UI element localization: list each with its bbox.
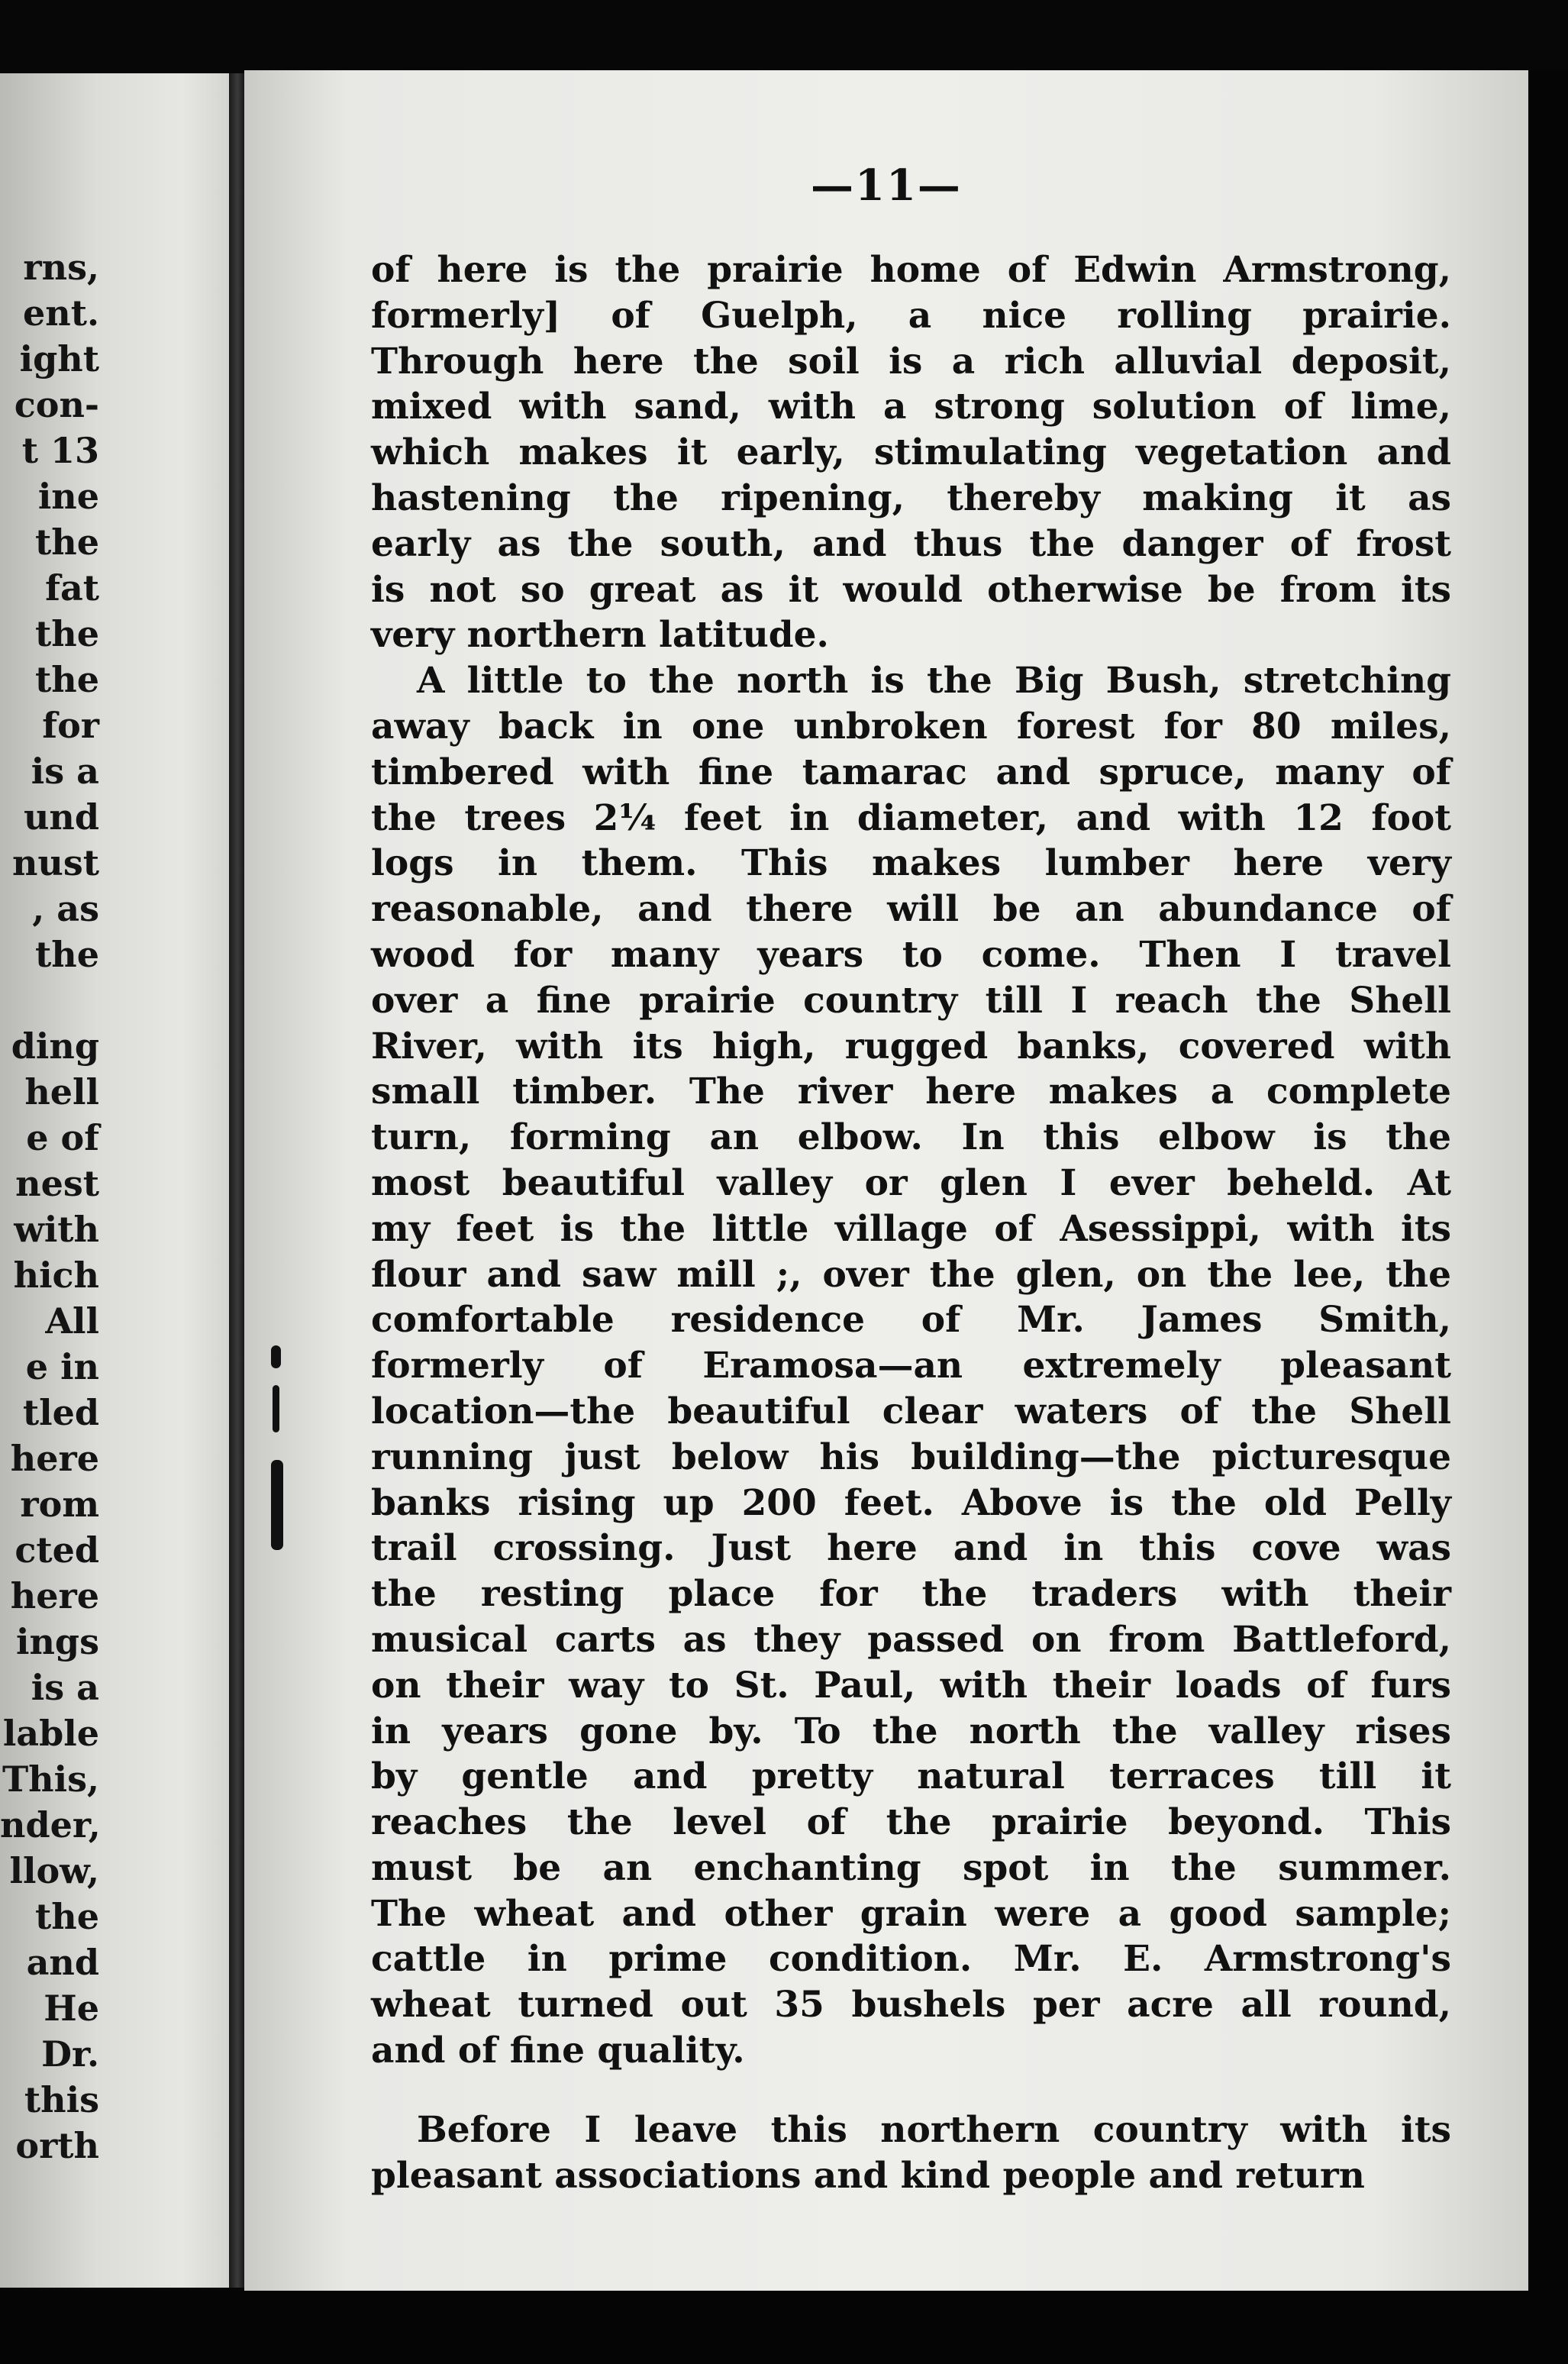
left-page-line: Dr.	[41, 2033, 99, 2075]
body-text-line: turn, forming an elbow. In this elbow is the	[371, 1116, 1451, 1159]
left-page-line: e of	[26, 1117, 99, 1158]
left-page-line: this	[24, 2079, 99, 2120]
left-page-line: rns,	[23, 247, 99, 288]
body-text-line: musical carts as they passed on from Battleford,	[371, 1618, 1451, 1661]
body-text-line: and of fine quality.	[371, 2030, 745, 2072]
body-text-line: banks rising up 200 feet. Above is the old Pelly	[371, 1481, 1451, 1524]
left-page-line: hich	[13, 1255, 99, 1296]
body-text-line: timbered with fine tamarac and spruce, many of	[371, 751, 1451, 793]
left-page-line: fat	[45, 567, 99, 609]
left-page-fragment	[0, 73, 243, 2288]
body-text-line: Before I leave this northern country with its	[417, 2108, 1451, 2151]
body-text-line: in years gone by. To the north the valley rises	[371, 1710, 1451, 1752]
left-page-line: , as	[32, 888, 99, 929]
left-page-line: ine	[37, 476, 99, 517]
left-page-line: tled	[22, 1392, 99, 1433]
left-page-line: ight	[19, 338, 99, 379]
left-page-line: the	[35, 613, 99, 654]
left-page-line: orth	[15, 2125, 99, 2166]
body-text-line: is not so great as it would otherwise be from its	[371, 568, 1451, 611]
body-text-line: reasonable, and there will be an abundance of	[371, 888, 1451, 931]
body-text-line: River, with its high, rugged banks, covered with	[371, 1025, 1451, 1067]
body-text-line: most beautiful valley or glen I ever beheld. At	[371, 1161, 1451, 1204]
left-page-line: ings	[16, 1621, 99, 1662]
right-edge-shadow	[1528, 70, 1568, 2292]
body-text-line: the trees 2¼ feet in diameter, and with 12 foot	[371, 796, 1451, 839]
left-page-line: nder,	[0, 1804, 101, 1846]
margin-ink-mark	[271, 1345, 283, 1574]
body-text-line: of here is the prairie home of Edwin Armstrong,	[371, 249, 1451, 291]
body-text-line: small timber. The river here makes a complete	[371, 1071, 1451, 1113]
left-page-line: here	[10, 1438, 99, 1479]
body-text-line: away back in one unbroken forest for 80 miles,	[371, 705, 1451, 748]
body-text-line: logs in them. This makes lumber here very	[371, 842, 1451, 885]
left-page-line: for	[42, 705, 99, 746]
left-page-line: the	[35, 522, 99, 563]
body-text-line: on their way to St. Paul, with their loads of furs	[371, 1664, 1451, 1707]
left-page-line: the	[35, 659, 99, 700]
book-gutter	[229, 73, 246, 2288]
left-page-line: und	[23, 796, 99, 838]
left-page-line: is a	[31, 751, 99, 792]
left-page-line: the	[35, 934, 99, 975]
page-number: —11—	[811, 160, 962, 211]
body-text-line: trail crossing. Just here and in this cove was	[371, 1527, 1451, 1570]
body-text-line: formerly] of Guelph, a nice rolling prairie.	[371, 294, 1451, 337]
left-page-line: the	[35, 1896, 99, 1937]
body-text-line: hastening the ripening, thereby making it as	[371, 476, 1451, 519]
left-page-line: is a	[31, 1667, 99, 1708]
body-text-line: wheat turned out 35 bushels per acre all round,	[371, 1984, 1451, 2027]
left-page-line: llow,	[9, 1850, 99, 1891]
left-page-line: lable	[2, 1713, 99, 1754]
body-text-line: must be an enchanting spot in the summer.	[371, 1846, 1451, 1889]
body-text-line: flour and saw mill ;, over the glen, on the lee, the	[371, 1253, 1451, 1296]
left-page-line: con-	[14, 384, 99, 425]
left-page-line: with	[14, 1209, 99, 1250]
body-text-line: comfortable residence of Mr. James Smith,	[371, 1299, 1451, 1342]
left-page-line: ding	[11, 1025, 99, 1067]
left-page-line: nust	[11, 842, 99, 883]
left-page-line: This,	[2, 1758, 99, 1800]
body-text-line: my feet is the little village of Asessippi, with its	[371, 1207, 1451, 1250]
body-text-line: location—the beautiful clear waters of the Shell	[371, 1390, 1451, 1432]
left-page-line: He	[44, 1988, 99, 2029]
body-text-line: formerly of Eramosa—an extremely pleasant	[371, 1345, 1451, 1387]
left-page-line: rom	[20, 1484, 99, 1525]
left-page-line: All	[45, 1300, 99, 1342]
left-page-line: here	[10, 1575, 99, 1616]
body-text-line: A little to the north is the Big Bush, stretching	[417, 660, 1451, 702]
body-text-line: The wheat and other grain were a good sample;	[371, 1892, 1451, 1935]
left-page-line: e in	[25, 1346, 99, 1387]
body-text-line: Through here the soil is a rich alluvial deposit,	[371, 340, 1451, 383]
left-page-line: ent.	[23, 292, 99, 334]
body-text-line: mixed with sand, with a strong solution of lime,	[371, 386, 1451, 428]
body-text-line: by gentle and pretty natural terraces till it	[371, 1755, 1451, 1798]
body-text-line: wood for many years to come. Then I travel	[371, 933, 1451, 976]
body-text-line: which makes it early, stimulating vegetation and	[371, 431, 1451, 474]
body-text-column	[371, 247, 1451, 2198]
bottom-edge-shadow	[0, 2291, 1568, 2364]
body-text-line: very northern latitude.	[371, 614, 829, 657]
body-text-line: pleasant associations and kind people and return	[371, 2154, 1365, 2197]
body-text-line: cattle in prime condition. Mr. E. Armstrong's	[371, 1938, 1451, 1981]
left-page-line: nest	[15, 1163, 99, 1204]
body-text-line: early as the south, and thus the danger of frost	[371, 522, 1451, 565]
body-text-line: over a fine prairie country till I reach the Shell	[371, 979, 1451, 1022]
body-text-line: running just below his building—the picturesque	[371, 1436, 1451, 1478]
left-page-line: t 13	[21, 430, 99, 471]
body-text-line: the resting place for the traders with their	[371, 1573, 1451, 1616]
left-page-line: hell	[24, 1071, 99, 1113]
left-page-line: cted	[15, 1529, 99, 1571]
left-page-line: and	[26, 1942, 99, 1983]
body-text-line: reaches the level of the prairie beyond. This	[371, 1801, 1451, 1844]
